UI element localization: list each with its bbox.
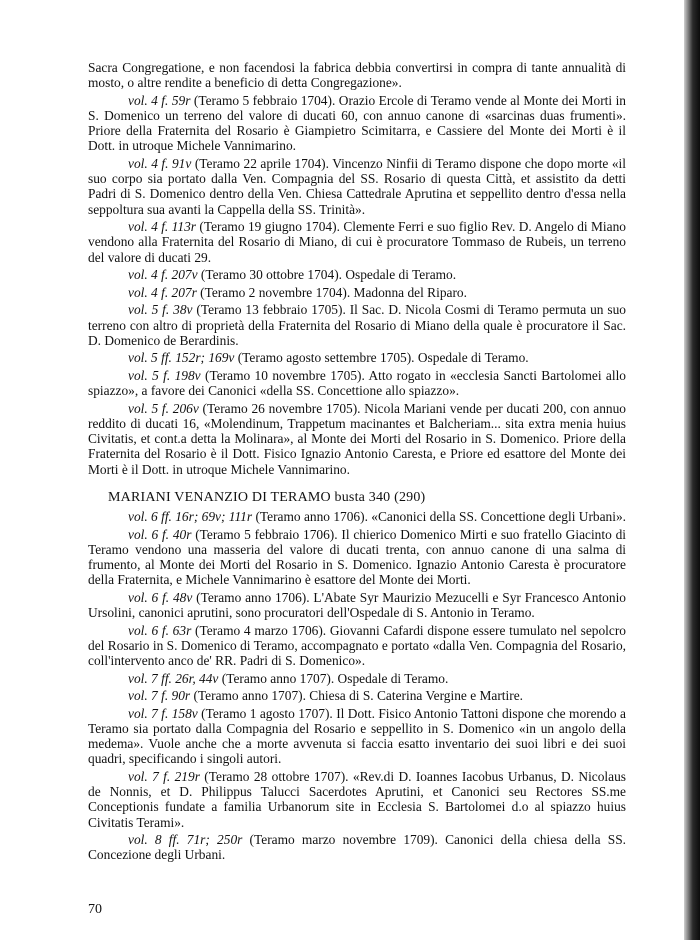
entry-text: (Teramo 10 novembre 1705). Atto rogato in «ecclesia Sancti Bartolomei allo spiazzo», a favore dei Canonici «della SS. Concettione allo spiazzo». — [88, 367, 627, 399]
archive-entry — [88, 623, 626, 669]
volume-reference: vol. 4 f. 207r — [128, 284, 197, 300]
entry-text: (Teramo 13 febbraio 1705). Il Sac. D. Nicola Cosmi di Teramo permuta un suo terreno con altro di proprietà della Fraternita del Rosario di Miano della quale è procuratore il Sac. D. Domenico de Berardinis. — [88, 302, 626, 348]
archive-entry — [88, 671, 626, 686]
document-body — [88, 60, 626, 865]
volume-reference: vol. 5 f. 206v — [128, 400, 199, 416]
volume-reference: vol. 4 f. 91v — [128, 156, 192, 171]
archive-entry — [88, 219, 626, 265]
entry-text: (Teramo 4 marzo 1706). Giovanni Cafardi dispone essere tumulato nel sepolcro del Rosario in S. Domenico di Teramo, accompagnato e portato «dalla Ven. Compagnia del Rosario, coll'intervento anco de' RR. Padri di S. Domenico». — [88, 622, 626, 668]
entry-text: (Teramo anno 1707). Chiesa di S. Caterina Vergine e Martire. — [190, 688, 523, 704]
volume-reference: vol. 7 f. 219r — [128, 768, 200, 784]
page-number: 70 — [88, 902, 102, 917]
volume-reference: vol. 7 ff. 26r, 44v — [128, 670, 219, 686]
entry-text: (Teramo 5 febbraio 1704). Orazio Ercole di Teramo vende al Monte dei Morti in S. Domenico un terreno del valore di ducati 60, con annuo canone di «sarcinas duas frumenti». Priore della Fraternita del Rosario è Giampietro Scimitarra, e Cassiere del Monte dei Morti è il Dott. in utroque Michele Vannimarino. — [88, 92, 626, 154]
archive-entry — [88, 93, 626, 154]
page-edge-shadow — [684, 0, 700, 940]
volume-reference: vol. 6 f. 40r — [128, 526, 192, 542]
volume-reference: vol. 7 f. 90r — [128, 688, 191, 704]
entries-before-section — [88, 60, 626, 477]
volume-reference: vol. 7 f. 158v — [128, 705, 198, 721]
entry-text: (Teramo 28 ottobre 1707). «Rev.di D. Ioannes Iacobus Urbanus, D. Nicolaus de Nonnis, et D. Philippus Talucci Sacerdotes Aprutini, et Canonici seu Rectores SS.me Conceptionis fundate a familia Urbanorum site in Ecclesia S. Bartolomei d.o al spiazzo huius Civitatis Terami». — [88, 768, 626, 830]
entry-text: (Teramo 19 giugno 1704). Clemente Ferri e suo figlio Rev. D. Angelo di Miano vendono alla Fraternita del Rosario di Miano, di cui è procuratore Tommaso de Rubeis, un terreno del valore di ducati 29. — [88, 219, 626, 265]
entry-text: (Teramo anno 1706). L'Abate Syr Maurizio Mezucelli e Syr Francesco Antonio Ursolini, canonici aprutini, sono procuratori dell'Ospedale di S. Antonio in Teramo. — [88, 589, 626, 620]
volume-reference: vol. 5 ff. 152r; 169v — [128, 350, 235, 366]
archive-entry — [88, 350, 626, 365]
entries-after-section — [88, 509, 626, 863]
entry-text: (Teramo 30 ottobre 1704). Ospedale di Teramo. — [197, 267, 457, 283]
archive-entry — [88, 769, 626, 830]
volume-reference: vol. 6 f. 63r — [128, 622, 192, 638]
archive-entry — [88, 401, 626, 477]
volume-reference: vol. 5 f. 198v — [128, 367, 201, 383]
archive-entry — [88, 60, 626, 90]
volume-reference: vol. 5 f. 38v — [128, 302, 193, 318]
archive-entry — [88, 285, 626, 300]
entry-text: (Teramo anno 1706). «Canonici della SS. Concettione degli Urbani». — [252, 509, 627, 524]
archive-entry — [88, 832, 626, 862]
archive-entry — [88, 302, 626, 348]
entry-text: (Teramo 1 agosto 1707). Il Dott. Fisico Antonio Tattoni dispone che morendo a Teramo sia portato dalla Compagnia del Rosario e seppellito in S. Domenico «in un angolo della medema». Vuole anche che a morte avvenuta si faccia esatto inventario dei suoi libri e dei suoi quadri, specificando i singoli autori. — [88, 705, 626, 767]
archive-entry — [88, 527, 626, 588]
volume-reference: vol. 8 ff. 71r; 250r — [128, 832, 243, 848]
archive-entry — [88, 267, 626, 282]
archive-entry — [88, 688, 626, 703]
volume-reference: vol. 6 ff. 16r; 69v; 111r — [128, 509, 253, 524]
volume-reference: vol. 4 f. 113r — [128, 219, 196, 235]
archive-entry — [88, 509, 626, 524]
entry-text: (Teramo agosto settembre 1705). Ospedale di Teramo. — [234, 350, 529, 366]
entry-text: (Teramo 2 novembre 1704). Madonna del Riparo. — [196, 284, 467, 300]
entry-text: (Teramo 5 febbraio 1706). Il chierico Domenico Mirti e suo fratello Giacinto di Teramo vendono una masseria del valore di ducati trenta, con annuo canone di una salma di frumento, al Monte dei Morti del Rosario in S. Domenico. Ignazio Antonio Caresta è procuratore della Fraternita, e Michele Vannimarino è esattore del Monte dei Morti. — [88, 526, 626, 588]
archive-entry — [88, 368, 626, 398]
entry-text: (Teramo 26 novembre 1705). Nicola Mariani vende per ducati 200, con annuo reddito di ducati 16, «Molendinum, Trappetum macinantes et Balcheriam... sita extra menia huius Civitatis, et cont.a detta la Molinara», al Monte dei Morti del Rosario in S. Domenico. Priore della Fraternita del Rosario è il Dott. Fisico Ignazio Antonio Caresta, e Priore ed esattore del Monte dei Morti è il Dott. in utroque Michele Vannimarino. — [88, 400, 627, 477]
volume-reference: vol. 4 f. 59r — [128, 92, 191, 108]
volume-reference: vol. 4 f. 207v — [128, 267, 198, 283]
volume-reference: vol. 6 f. 48v — [128, 589, 193, 605]
section-heading: MARIANI VENANZIO DI TERAMO busta 340 (290) — [108, 489, 426, 505]
entry-text: (Teramo anno 1707). Ospedale di Teramo. — [218, 670, 449, 686]
archive-entry — [88, 706, 626, 767]
archive-entry — [88, 156, 626, 217]
entry-text: (Teramo marzo novembre 1709). Canonici della chiesa della SS. Concezione degli Urbani. — [88, 832, 626, 863]
archive-entry — [88, 590, 626, 620]
entry-text: (Teramo 22 aprile 1704). Vincenzo Ninfii di Teramo dispone che dopo morte «il suo corpo sia portato dalla Ven. Compagnia del SS. Rosario di questa Città, et assistito da detti Padri di S. Domenico dentro della Ven. Chiesa Cattedrale Aprutina et seppellito dentro d'essa nella seppoltura sua avanti la Cappella della SS. Trinità». — [88, 156, 626, 217]
entry-text: Sacra Congregatione, e non facendosi la fabrica debbia convertirsi in compra di tante annualità di mosto, o altre rendite a beneficio di detta Congregazione». — [88, 60, 626, 91]
